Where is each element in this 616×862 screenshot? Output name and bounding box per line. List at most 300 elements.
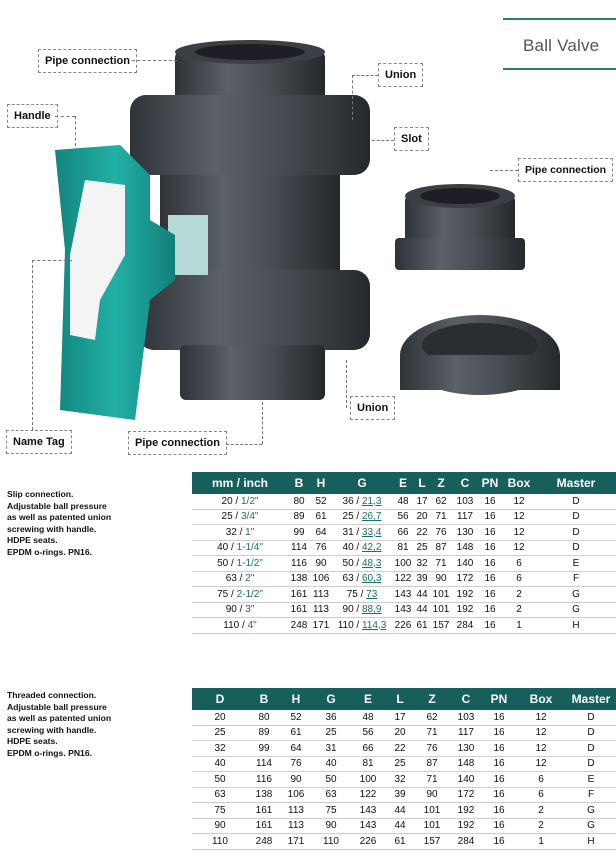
table-cell: 12 (516, 741, 566, 757)
table-cell: 76 (414, 741, 450, 757)
g-cell (332, 494, 392, 509)
table-cell: 116 (248, 772, 280, 788)
g-cell (332, 556, 392, 572)
table-cell: 16 (478, 602, 502, 618)
table-row (192, 741, 616, 757)
table-cell: 22 (386, 741, 414, 757)
table-cell: 87 (414, 756, 450, 772)
threaded-connection-description (7, 690, 111, 759)
column-header: L (386, 688, 414, 710)
table-cell: F (566, 787, 616, 803)
table-cell: 138 (248, 787, 280, 803)
table-cell: 16 (478, 571, 502, 587)
table-row (192, 525, 616, 541)
table-cell: 66 (392, 525, 414, 541)
table-cell: 192 (452, 587, 478, 603)
table-cell: 226 (350, 834, 386, 850)
table-cell: 90 (192, 818, 248, 834)
g-cell (332, 525, 392, 541)
table-row (192, 756, 616, 772)
table-cell: 143 (392, 587, 414, 603)
table-cell: 100 (392, 556, 414, 572)
mm-value: 90 / (225, 604, 246, 616)
leader-line (346, 360, 347, 408)
end-connector-illustration (395, 184, 525, 270)
table-cell: 56 (350, 725, 386, 741)
table-cell: 20 (192, 710, 248, 725)
table-cell: 44 (386, 803, 414, 819)
table-row (192, 818, 616, 834)
table-cell: 157 (430, 618, 452, 634)
table-cell: 48 (350, 710, 386, 725)
table-cell: 16 (478, 525, 502, 541)
table-cell: 61 (386, 834, 414, 850)
slip-dimension-table (192, 472, 616, 634)
table-cell: 172 (450, 787, 482, 803)
table-cell: 20 (414, 509, 430, 525)
table-header-row (192, 472, 616, 494)
table-cell: 161 (288, 587, 310, 603)
table-cell: 113 (310, 602, 332, 618)
column-header: Box (516, 688, 566, 710)
column-header: H (310, 472, 332, 494)
leader-line (372, 140, 394, 141)
description-line: as well as patented union (7, 512, 112, 522)
leader-line (262, 402, 263, 444)
table-row (192, 540, 616, 556)
column-header: G (312, 688, 350, 710)
table-cell: 171 (310, 618, 332, 634)
callout-slot: Slot (394, 127, 429, 151)
g-inch-value: 73 (366, 588, 378, 600)
description-line: EPDM o-rings. PN16. (7, 546, 92, 557)
table-cell: 100 (350, 772, 386, 788)
size-cell (192, 602, 288, 618)
table-cell: F (536, 571, 616, 587)
callout-pipe-connection-bottom: Pipe connection (128, 431, 227, 455)
table-cell: 25 (192, 725, 248, 741)
g-cell (332, 509, 392, 525)
table-cell: 12 (516, 710, 566, 725)
callout-union-bottom: Union (350, 396, 395, 420)
table-cell: 36 (312, 710, 350, 725)
table-cell: 71 (430, 556, 452, 572)
table-cell: 90 (310, 556, 332, 572)
table-cell: 99 (248, 741, 280, 757)
g-cell (332, 540, 392, 556)
column-header: C (450, 688, 482, 710)
leader-line (352, 75, 378, 76)
table-cell: 16 (482, 725, 516, 741)
table-cell: 17 (414, 494, 430, 509)
table-cell: 171 (280, 834, 312, 850)
table-row (192, 725, 616, 741)
table-row (192, 618, 616, 634)
column-header: L (414, 472, 430, 494)
table-cell: 48 (392, 494, 414, 509)
table-cell: 12 (516, 725, 566, 741)
description-line: Slip connection. (7, 489, 74, 499)
table-cell: 161 (248, 818, 280, 834)
table-cell: H (566, 834, 616, 850)
leader-line (75, 116, 76, 146)
g-mm-value: 31 / (342, 526, 362, 538)
table-cell: 103 (452, 494, 478, 509)
table-cell: 89 (288, 509, 310, 525)
column-header: C (452, 472, 478, 494)
table-cell: 16 (478, 494, 502, 509)
g-mm-value: 25 / (342, 511, 362, 523)
table-cell: 50 (312, 772, 350, 788)
g-inch-value: 60,3 (362, 573, 382, 585)
table-cell: 12 (516, 756, 566, 772)
table-cell: G (536, 587, 616, 603)
table-cell: 75 (192, 803, 248, 819)
column-header: G (332, 472, 392, 494)
table-cell: D (536, 494, 616, 509)
table-cell: E (566, 772, 616, 788)
slip-connection-description (7, 489, 111, 558)
table-cell: 101 (430, 602, 452, 618)
table-cell: 63 (312, 787, 350, 803)
size-cell (192, 556, 288, 572)
table-cell: 6 (502, 556, 536, 572)
table-cell: 12 (502, 509, 536, 525)
table-cell: 81 (350, 756, 386, 772)
table-cell: 87 (430, 540, 452, 556)
leader-line (352, 75, 353, 120)
g-mm-value: 90 / (342, 604, 362, 616)
description-line: as well as patented union (7, 713, 112, 723)
inch-value: 3/4" (241, 511, 259, 523)
table-cell: 12 (502, 494, 536, 509)
mm-value: 25 / (221, 511, 241, 523)
table-cell: 90 (414, 787, 450, 803)
column-header: D (192, 688, 248, 710)
column-header: PN (478, 472, 502, 494)
table-cell: D (536, 540, 616, 556)
table-cell: 32 (414, 556, 430, 572)
table-cell: 2 (516, 803, 566, 819)
g-mm-value: 40 / (342, 542, 362, 554)
inch-value: 1-1/4" (236, 542, 263, 554)
table-cell: 52 (310, 494, 332, 509)
table-cell: 172 (452, 571, 478, 587)
table-cell: 17 (386, 710, 414, 725)
table-cell: 16 (478, 509, 502, 525)
column-header: E (350, 688, 386, 710)
table-cell: 130 (452, 525, 478, 541)
description-line: Adjustable ball pressure (7, 701, 107, 712)
inch-value: 2-1/2" (236, 588, 263, 600)
table-cell: 40 (312, 756, 350, 772)
table-cell: 44 (414, 587, 430, 603)
column-header: H (280, 688, 312, 710)
g-cell (332, 602, 392, 618)
table-cell: 39 (414, 571, 430, 587)
g-inch-value: 114,3 (361, 619, 387, 631)
size-cell (192, 540, 288, 556)
table-cell: 62 (430, 494, 452, 509)
mm-value: 75 / (217, 588, 237, 600)
leader-line (132, 60, 177, 61)
callout-pipe-connection-right: Pipe connection (518, 158, 613, 182)
size-cell (192, 509, 288, 525)
table-cell: 6 (502, 571, 536, 587)
table-cell: 16 (482, 834, 516, 850)
g-mm-value: 36 / (342, 495, 362, 507)
table-cell: 16 (478, 556, 502, 572)
table-cell: 61 (414, 618, 430, 634)
column-header: Box (502, 472, 536, 494)
table-cell: 76 (430, 525, 452, 541)
table-cell: 101 (430, 587, 452, 603)
table-cell: 138 (288, 571, 310, 587)
table-cell: 16 (482, 818, 516, 834)
g-inch-value: 21,3 (362, 495, 382, 507)
table-cell: 44 (386, 818, 414, 834)
table-cell: 75 (312, 803, 350, 819)
table-cell: 25 (414, 540, 430, 556)
handle-illustration (55, 145, 175, 420)
table-cell: 117 (452, 509, 478, 525)
inch-value: 1/2" (241, 495, 259, 507)
table-cell: 117 (450, 725, 482, 741)
table-cell: 16 (482, 710, 516, 725)
table-cell: 192 (450, 818, 482, 834)
table-cell: G (536, 602, 616, 618)
g-mm-value: 63 / (342, 573, 362, 585)
table-cell: G (566, 818, 616, 834)
table-cell: 40 (192, 756, 248, 772)
table-cell: 16 (478, 618, 502, 634)
inch-value: 4" (247, 619, 257, 631)
table-cell: 16 (478, 540, 502, 556)
table-cell: 101 (414, 818, 450, 834)
mm-value: 110 / (223, 619, 248, 631)
table-cell: 2 (502, 602, 536, 618)
table-cell: 113 (310, 587, 332, 603)
threaded-dimension-table (192, 688, 616, 850)
table-cell: 25 (386, 756, 414, 772)
table-cell: H (536, 618, 616, 634)
table-cell: 25 (312, 725, 350, 741)
size-cell (192, 571, 288, 587)
g-mm-value: 110 / (337, 619, 362, 631)
table-cell: 64 (310, 525, 332, 541)
table-cell: D (566, 756, 616, 772)
table-cell: 110 (192, 834, 248, 850)
table-cell: 248 (288, 618, 310, 634)
table-cell: 62 (414, 710, 450, 725)
table-cell: 192 (452, 602, 478, 618)
table-cell: 114 (288, 540, 310, 556)
table-cell: 103 (450, 710, 482, 725)
g-inch-value: 33,4 (362, 526, 382, 538)
size-cell (192, 494, 288, 509)
table-cell: 20 (386, 725, 414, 741)
table-cell: 31 (312, 741, 350, 757)
callout-pipe-connection-top: Pipe connection (38, 49, 137, 73)
g-cell (332, 618, 392, 634)
table-cell: D (536, 525, 616, 541)
inch-value: 3" (245, 604, 255, 616)
table-cell: 16 (482, 803, 516, 819)
table-cell: 64 (280, 741, 312, 757)
table-cell: 32 (192, 741, 248, 757)
table-row (192, 494, 616, 509)
table-cell: 61 (280, 725, 312, 741)
description-line: screwing with handle. (7, 724, 97, 735)
column-header: Z (430, 472, 452, 494)
g-inch-value: 88,9 (362, 604, 382, 616)
table-cell: 2 (502, 587, 536, 603)
table-row (192, 834, 616, 850)
column-header: mm / inch (192, 472, 288, 494)
leader-line (32, 260, 33, 430)
table-cell: 122 (392, 571, 414, 587)
description-line: screwing with handle. (7, 523, 97, 534)
mm-value: 50 / (217, 557, 237, 569)
table-cell: 89 (248, 725, 280, 741)
table-cell: 56 (392, 509, 414, 525)
table-cell: 66 (350, 741, 386, 757)
leader-line (226, 444, 262, 445)
mm-value: 20 / (221, 495, 241, 507)
valve-body (130, 40, 370, 400)
g-inch-value: 42,2 (362, 542, 382, 554)
table-row (192, 602, 616, 618)
table-cell: 130 (450, 741, 482, 757)
table-cell: D (566, 741, 616, 757)
table-row (192, 556, 616, 572)
description-line: Threaded connection. (7, 690, 97, 700)
table-cell: 71 (430, 509, 452, 525)
table-row (192, 710, 616, 725)
table-cell: 44 (414, 602, 430, 618)
table-cell: 161 (248, 803, 280, 819)
column-header: E (392, 472, 414, 494)
table-cell: G (566, 803, 616, 819)
callout-union-top: Union (378, 63, 423, 87)
table-cell: E (536, 556, 616, 572)
table-cell: 161 (288, 602, 310, 618)
table-cell: 116 (288, 556, 310, 572)
description-line: HDPE seats. (7, 736, 58, 746)
union-nut-illustration (400, 315, 560, 395)
table-cell: 226 (392, 618, 414, 634)
table-cell: 106 (310, 571, 332, 587)
table-cell: 110 (312, 834, 350, 850)
column-header: B (288, 472, 310, 494)
table-cell: 76 (310, 540, 332, 556)
table-cell: 143 (392, 602, 414, 618)
mm-value: 32 / (225, 526, 246, 538)
table-cell: 148 (452, 540, 478, 556)
table-cell: 148 (450, 756, 482, 772)
table-cell: 101 (414, 803, 450, 819)
table-row (192, 772, 616, 788)
table-cell: 71 (414, 772, 450, 788)
table-cell: D (536, 509, 616, 525)
table-cell: 16 (482, 741, 516, 757)
table-cell: 50 (192, 772, 248, 788)
table-cell: 284 (450, 834, 482, 850)
table-cell: 106 (280, 787, 312, 803)
table-cell: 284 (452, 618, 478, 634)
description-line: HDPE seats. (7, 535, 58, 545)
table-cell: 157 (414, 834, 450, 850)
table-cell: 192 (450, 803, 482, 819)
table-cell: 12 (502, 540, 536, 556)
table-cell: 16 (482, 772, 516, 788)
size-cell (192, 525, 288, 541)
table-cell: 80 (288, 494, 310, 509)
table-row (192, 803, 616, 819)
table-cell: 113 (280, 803, 312, 819)
g-mm-value: 50 / (342, 557, 362, 569)
table-cell: 16 (478, 587, 502, 603)
table-header-row (192, 688, 616, 710)
table-cell: 122 (350, 787, 386, 803)
size-cell (192, 587, 288, 603)
table-cell: 143 (350, 803, 386, 819)
table-cell: 113 (280, 818, 312, 834)
table-cell: 81 (392, 540, 414, 556)
table-cell: 140 (450, 772, 482, 788)
description-line: Adjustable ball pressure (7, 500, 107, 511)
table-cell: 63 (192, 787, 248, 803)
column-header: Master (536, 472, 616, 494)
table-cell: 6 (516, 772, 566, 788)
callout-name-tag: Name Tag (6, 430, 72, 454)
g-inch-value: 48,3 (362, 557, 382, 569)
table-cell: 16 (482, 756, 516, 772)
table-cell: 99 (288, 525, 310, 541)
table-cell: 16 (482, 787, 516, 803)
column-header: B (248, 688, 280, 710)
table-cell: D (566, 710, 616, 725)
g-cell (332, 571, 392, 587)
table-cell: 248 (248, 834, 280, 850)
table-cell: 1 (516, 834, 566, 850)
page-title: Ball Valve (523, 36, 600, 55)
table-row (192, 787, 616, 803)
inch-value: 1" (245, 526, 255, 538)
table-cell: 61 (310, 509, 332, 525)
inch-value: 1-1/2" (236, 557, 263, 569)
g-mm-value: 75 / (346, 588, 367, 600)
mm-value: 63 / (225, 573, 246, 585)
g-inch-value: 26,7 (362, 511, 382, 523)
table-row (192, 571, 616, 587)
table-cell: 90 (430, 571, 452, 587)
table-cell: 1 (502, 618, 536, 634)
leader-line (32, 260, 72, 261)
table-cell: 39 (386, 787, 414, 803)
description-line: EPDM o-rings. PN16. (7, 747, 92, 758)
inch-value: 2" (245, 573, 255, 585)
column-header: PN (482, 688, 516, 710)
table-cell: 22 (414, 525, 430, 541)
table-cell: 6 (516, 787, 566, 803)
mm-value: 40 / (217, 542, 237, 554)
callout-handle: Handle (7, 104, 58, 128)
table-row (192, 509, 616, 525)
table-cell: 90 (312, 818, 350, 834)
table-cell: 143 (350, 818, 386, 834)
table-cell: 12 (502, 525, 536, 541)
